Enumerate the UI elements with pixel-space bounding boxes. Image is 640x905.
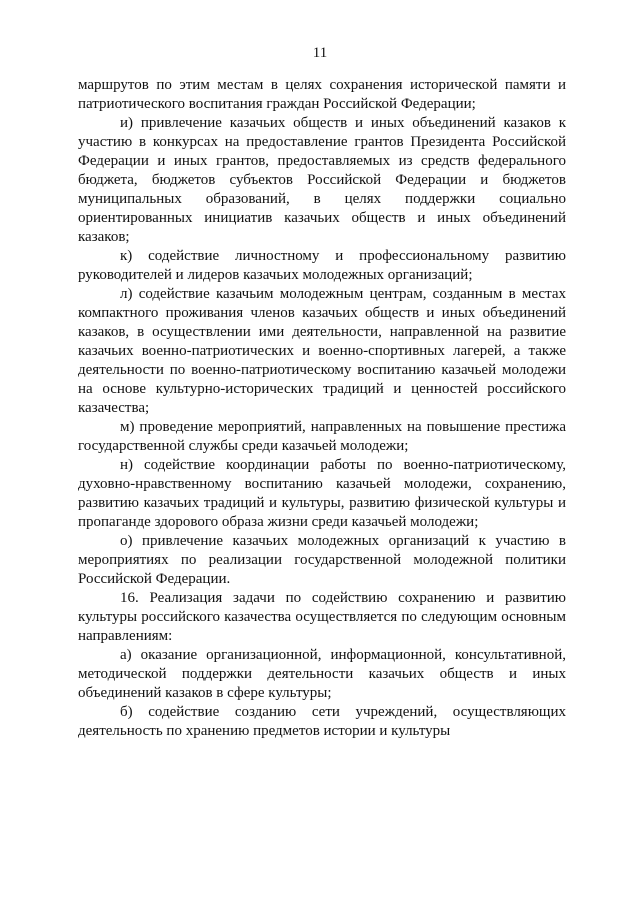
paragraph-item-a: а) оказание организационной, информационной, консультативной, методической поддержки деятельности казачьих обществ и иных объединений казаков в сфере культуры;	[78, 647, 566, 701]
paragraph-item-o: о) привлечение казачьих молодежных организаций к участию в мероприятиях по реализации государственной молодежной политики Российской Федерации.	[78, 533, 566, 587]
paragraph-item-l: л) содействие казачьим молодежным центрам, созданным в местах компактного проживания членов казачьих обществ и иных объединений казаков, в осуществлении ими деятельности, направленной на развитие казачьих военно-патриотических и военно-спортивных лагерей, а также деятельности по военно-патриотическому воспитанию казачьей молодежи на основе культурно-исторических традиций и ценностей российского казачества;	[78, 286, 566, 416]
document-body	[78, 76, 566, 741]
paragraph-item-m: м) проведение мероприятий, направленных на повышение престижа государственной службы среди казачьей молодежи;	[78, 419, 566, 454]
paragraph-item-i: и) привлечение казачьих обществ и иных объединений казаков к участию в конкурсах на предоставление грантов Президента Российской Федерации и иных грантов, предоставляемых из средств федерального бюджета, бюджетов субъектов Российской Федерации и бюджетов муниципальных образований, в целях поддержки социально ориентированных инициатив казачьих обществ и иных объединений казаков;	[78, 115, 566, 245]
paragraph-continuation: маршрутов по этим местам в целях сохранения исторической памяти и патриотического воспитания граждан Российской Федерации;	[78, 77, 566, 112]
page-number: 11	[312, 45, 328, 61]
paragraph-item-k: к) содействие личностному и профессиональному развитию руководителей и лидеров казачьих молодежных организаций;	[78, 248, 566, 283]
paragraph-section-16: 16. Реализация задачи по содействию сохранению и развитию культуры российского казачества осуществляется по следующим основным направлениям:	[78, 590, 566, 644]
paragraph-item-b: б) содействие созданию сети учреждений, осуществляющих деятельность по хранению предметов истории и культуры	[78, 704, 566, 739]
paragraph-item-n: н) содействие координации работы по военно-патриотическому, духовно-нравственному воспитанию казачьей молодежи, сохранению, развитию казачьих традиций и культуры, развитию физической культуры и пропаганде здорового образа жизни среди казачьей молодежи;	[78, 457, 566, 530]
